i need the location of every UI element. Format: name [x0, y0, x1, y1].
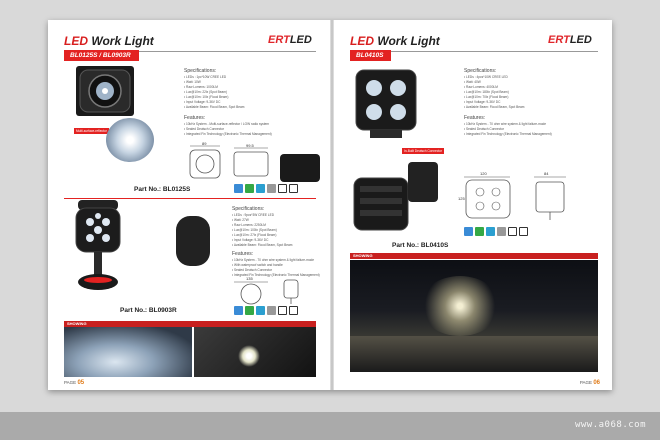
ce-icon	[508, 227, 517, 236]
left-page	[48, 20, 330, 390]
certification-icons	[234, 184, 298, 193]
showing-photo-night-road	[350, 260, 598, 372]
dim-label: 135	[246, 276, 253, 281]
part-number: Part No.: BL0410S	[392, 242, 449, 249]
emark-icon	[519, 227, 528, 236]
dim-label: 125	[458, 196, 465, 201]
dim-label: 89	[202, 142, 207, 146]
dim-label: 99.5	[246, 143, 254, 148]
showing-photo-engine	[194, 327, 316, 377]
spec-item: • Lux@10m: 22lx (Spot Beam)	[184, 90, 244, 95]
page-title: LED Work Light	[350, 34, 440, 48]
product-photo-bl0903r	[72, 198, 124, 302]
dimension-drawing	[184, 142, 274, 182]
features-title: Features:	[464, 115, 486, 121]
waterproof-icon	[256, 306, 265, 315]
feature-item: • Sealed Deutsch Connector	[232, 268, 320, 273]
feature-callout: Multi-surface-reflector	[76, 129, 107, 133]
voltage-icon	[267, 306, 276, 315]
showing-photo-wall	[64, 327, 192, 377]
model-tag: BL0410S	[350, 50, 391, 61]
spec-item: • Raw Lumens: 4000LM	[464, 85, 524, 90]
features-list	[232, 258, 320, 278]
spec-item: • Input Voltage: 9-36V DC	[184, 100, 244, 105]
reflector-closeup	[106, 118, 154, 162]
part-number: Part No.: BL0903R	[120, 307, 177, 314]
page-title: LED Work Light	[64, 34, 154, 48]
spec-item: • LEDs : 1pc*10W CREE LED	[184, 75, 244, 80]
dimension-drawing	[232, 276, 272, 306]
brochure-spread	[48, 20, 612, 390]
product-photo-bl0410s	[350, 66, 422, 142]
spec-item: • LEDs : 4pcs*10W CREE LED	[464, 75, 524, 80]
feature-item: • Integrated Fin Technology (Electronic Thermal Management)	[184, 132, 272, 137]
features-title: Features:	[232, 251, 254, 257]
voltage-icon	[497, 227, 506, 236]
part-number: Part No.: BL0125S	[134, 186, 191, 193]
emark-icon	[289, 184, 298, 193]
feature-item: • Integrated Fin Technology (Electronic Thermal Management)	[232, 273, 320, 278]
feature-callout: In-Built Deutsch Connector	[404, 149, 443, 153]
ce-icon	[278, 184, 287, 193]
led-icon	[475, 227, 484, 236]
led-icon	[245, 184, 254, 193]
spec-item: • Available Beam: Flood Beam, Spot Beam	[232, 243, 292, 248]
dim-label: 120	[480, 171, 487, 176]
spec-item: • Available Beam: Flood Beam, Spot Beam	[464, 105, 524, 110]
features-list	[464, 122, 552, 137]
dimension-drawing	[458, 170, 578, 224]
page-number: PAGE 06	[579, 380, 600, 386]
worklight-icon	[76, 66, 134, 116]
feature-item: • 10kHz System - 70 ohm wire system & light failure-mode	[464, 122, 552, 127]
spec-item: • Lux@10m: 100lx (Spot Beam)	[232, 228, 292, 233]
spec-item: • Input Voltage: 9-36V DC	[232, 238, 292, 243]
spec-item: • Raw Lumens: 2250LM	[232, 223, 292, 228]
spec-item: • Watt: 10W	[184, 80, 244, 85]
spec-item: • Watt: 40W	[464, 80, 524, 85]
spec-item: • Lux@10m: 180lx (Spot Beam)	[464, 90, 524, 95]
side-dimension-drawing	[280, 278, 304, 308]
road-surface	[350, 336, 598, 372]
feature-item: • 10kHz System - 70 ohm wire system & light failure-mode	[232, 258, 320, 263]
product-back-photo	[176, 216, 210, 266]
spec-item: • Watt: 27W	[232, 218, 292, 223]
spec-title: Specifications:	[232, 206, 265, 212]
spec-item: • Input Voltage: 9-36V DC	[464, 100, 524, 105]
waterproof-icon	[486, 227, 495, 236]
ip-rating-icon	[234, 306, 243, 315]
feature-item: • Sealed Deutsch Connector	[184, 127, 272, 132]
product-back-photo	[350, 172, 414, 236]
spec-title: Specifications:	[464, 68, 497, 74]
spec-item: • Lux@10m: 27lx (Flood Beam)	[232, 233, 292, 238]
brand-logo: ERTLED	[548, 34, 592, 46]
product-photo-bl0125s	[76, 66, 134, 116]
feature-item: • With waterproof switch and handle	[232, 263, 320, 268]
right-page	[334, 20, 612, 390]
feature-item: • Sealed Deutsch Connector	[464, 127, 552, 132]
light-glow	[238, 345, 260, 367]
model-tag: BL0125S / BL0903R	[64, 50, 139, 61]
dim-label: 84	[544, 171, 549, 176]
spec-item: • Available Beam: Flood Beam, Spot Beam	[184, 105, 244, 110]
features-title: Features:	[184, 115, 206, 121]
feature-item: • Integrated Fin Technology (Electronic Thermal Management)	[464, 132, 552, 137]
footer-strip	[0, 412, 660, 440]
ip-rating-icon	[464, 227, 473, 236]
showing-bar: SHOWING	[350, 253, 598, 259]
spec-list	[184, 75, 244, 110]
spec-list	[232, 213, 292, 248]
voltage-icon	[267, 184, 276, 193]
features-list	[184, 122, 272, 137]
led-icon	[245, 306, 254, 315]
showing-bar: SHOWING	[64, 321, 316, 327]
spec-list	[464, 75, 524, 110]
spec-item: • Lux@10m: 10lx (Flood Beam)	[184, 95, 244, 100]
emark-icon	[289, 306, 298, 315]
spec-title: Specifications:	[184, 68, 217, 74]
certification-icons	[464, 227, 528, 236]
brand-logo: ERTLED	[268, 34, 312, 46]
feature-item: • 10kHz System - Multi-surface-reflector / LOW radio system	[184, 122, 272, 127]
watermark: www.a068.com	[574, 420, 646, 430]
page-number: PAGE 05	[64, 380, 85, 386]
ip-rating-icon	[234, 184, 243, 193]
ce-icon	[278, 306, 287, 315]
product-side-photo	[280, 154, 320, 182]
light-glow	[420, 276, 500, 336]
spec-item: • LEDs : 9pcs*3W CREE LED	[232, 213, 292, 218]
connector-closeup	[408, 162, 438, 202]
certification-icons	[234, 306, 298, 315]
spec-item: • Raw Lumens: 1000LM	[184, 85, 244, 90]
waterproof-icon	[256, 184, 265, 193]
spec-item: • Lux@10m: 70lx (Flood Beam)	[464, 95, 524, 100]
